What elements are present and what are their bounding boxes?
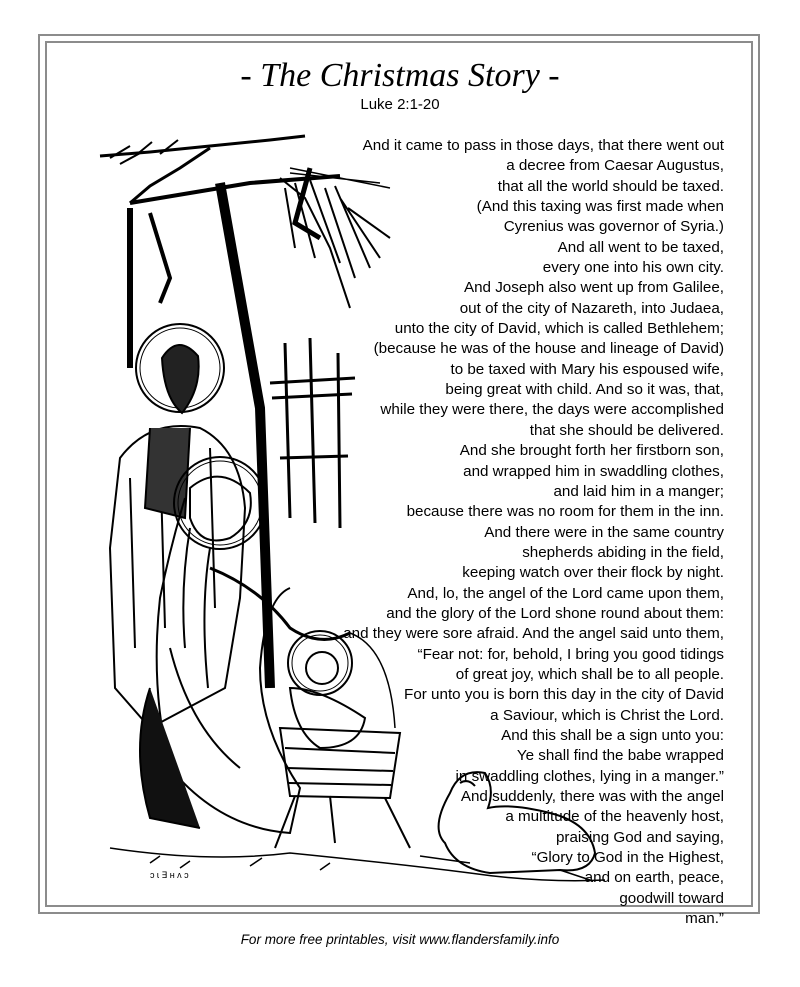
verse-line: in swaddling clothes, lying in a manger.”: [455, 767, 724, 785]
verse-line: praising God and saying,: [555, 828, 724, 846]
verse-line: (because he was of the house and lineage of David): [373, 340, 724, 358]
verse-line: and wrapped him in swaddling clothes,: [463, 462, 724, 480]
verse-line: And suddenly, there was with the angel: [460, 788, 724, 805]
verse-line: that she should be delivered.: [529, 421, 724, 439]
footer-note: For more free printables, visit www.flandersfamily.info: [240, 932, 560, 947]
verse-line: And there were in the same country: [484, 523, 724, 541]
verse-line: out of the city of Nazareth, into Judaea,: [459, 299, 724, 317]
verse-line: shepherds abiding in the field,: [522, 543, 724, 561]
verse-line: And she brought forth her firstborn son,: [459, 442, 724, 460]
verse-line: And it came to pass in those days, that there went out: [362, 137, 724, 154]
verse-line: and laid him in a manger;: [553, 482, 724, 500]
scripture-reference: Luke 2:1-20: [360, 96, 440, 113]
verse-line: and on earth, peace,: [584, 869, 724, 887]
verse-line: and the glory of the Lord shone round about them:: [386, 604, 724, 622]
verse-line: (And this taxing was first made when: [476, 198, 724, 216]
verse-line: a multitude of the heavenly host,: [505, 808, 724, 826]
verse-line: For unto you is born this day in the city of David: [404, 686, 724, 704]
verse-line: Cyrenius was governor of Syria.): [503, 218, 724, 236]
verse-line: man.”: [685, 910, 724, 928]
verse-line: because there was no room for them in the inn.: [406, 503, 724, 521]
verse-line: being great with child. And so it was, that,: [445, 381, 724, 399]
verse-line: And Joseph also went up from Galilee,: [463, 279, 724, 297]
verse-line: goodwill toward: [619, 889, 724, 907]
verse-line: of great joy, which shall be to all people.: [455, 665, 724, 683]
page-title: - The Christmas Story -: [240, 57, 560, 94]
verse-line: a Saviour, which is Christ the Lord.: [490, 706, 724, 724]
verse-line: while they were there, the days were accomplished: [380, 401, 724, 419]
verse-line: and they were sore afraid. And the angel said unto them,: [343, 625, 724, 643]
verse-line: unto the city of David, which is called Bethlehem;: [394, 320, 724, 338]
verse-line: And all went to be taxed,: [557, 238, 724, 256]
verse-line: every one into his own city.: [542, 259, 724, 277]
verse-line: a decree from Caesar Augustus,: [506, 157, 724, 175]
verse-line: And this shall be a sign unto you:: [501, 726, 724, 744]
verse-line: “Fear not: for, behold, I bring you good tidings: [417, 645, 724, 663]
scripture-text: [244, 136, 724, 929]
verse-line: that all the world should be taxed.: [497, 177, 724, 195]
artist-signature: ɔ ɩ ∃ ʜ ʌ ɔ: [150, 870, 189, 880]
verse-line: keeping watch over their flock by night.: [462, 564, 724, 582]
verse-line: to be taxed with Mary his espoused wife,: [450, 360, 724, 378]
verse-line: “Glory to God in the Highest,: [531, 849, 724, 867]
verse-line: And, lo, the angel of the Lord came upon them,: [407, 584, 724, 602]
verse-line: Ye shall find the babe wrapped: [516, 747, 724, 765]
